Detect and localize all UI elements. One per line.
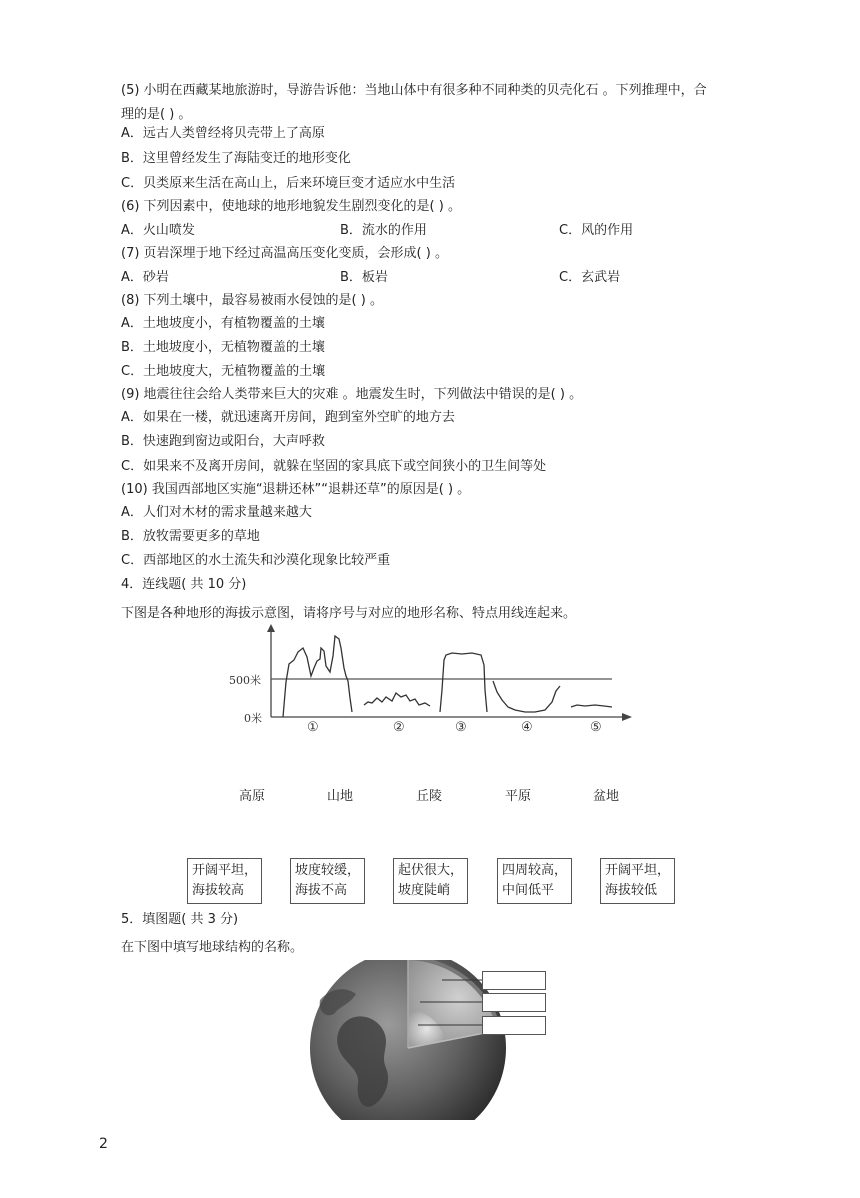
marker-4: ④ — [521, 720, 533, 735]
y-axis-arrow — [267, 624, 275, 632]
q7-option-a: A．砂岩 — [121, 270, 169, 285]
feature-box-5 — [600, 858, 675, 904]
feature-box-2-line1: 坡度较缓， — [295, 863, 361, 878]
core-label-box[interactable] — [482, 1016, 546, 1035]
terrain-profile-plateau — [440, 653, 487, 712]
mantle-label-box[interactable] — [482, 993, 546, 1012]
feature-box-5-line1: 开阔平坦， — [605, 863, 671, 878]
q7-option-c: C．玄武岩 — [559, 270, 621, 285]
q5-stem-line1: (5) 小明在西藏某地旅游时，导游告诉他：当地山体中有很多种不同种类的贝壳化石 。下列推理中，合 — [121, 83, 707, 98]
q5-option-b: B．这里曾经发生了海陆变迁的地形变化 — [121, 151, 351, 166]
q6-option-c: C．风的作用 — [559, 223, 634, 238]
feature-box-3-line2: 坡度陡峭 — [398, 883, 451, 898]
marker-5: ⑤ — [590, 720, 602, 735]
label-0m: 0米 — [244, 712, 262, 725]
section4-title: 4．连线题( 共 10 分) — [121, 577, 247, 592]
page-number: 2 — [99, 1136, 108, 1152]
landform-name-mountain: 山地 — [327, 789, 354, 804]
x-axis-arrow — [622, 713, 632, 721]
crust-label-box[interactable] — [482, 971, 546, 990]
q5-option-a: A．远古人类曾经将贝壳带上了高原 — [121, 126, 325, 141]
landform-name-plain: 平原 — [505, 789, 532, 804]
q6-option-b: B．流水的作用 — [340, 223, 427, 238]
q8-option-a: A．土地坡度小，有植物覆盖的土壤 — [121, 316, 325, 331]
q5-stem-line2: 理的是( ) 。 — [121, 107, 192, 122]
feature-box-3-line1: 起伏很大， — [398, 863, 464, 878]
q7-stem: (7) 页岩深埋于地下经过高温高压变化变质，会形成( ) 。 — [121, 246, 448, 261]
feature-box-4 — [497, 858, 572, 904]
label-500m: 500米 — [229, 674, 261, 687]
q8-stem: (8) 下列土壤中，最容易被雨水侵蚀的是( ) 。 — [121, 293, 383, 308]
q9-stem: (9) 地震往往会给人类带来巨大的灾难 。地震发生时，下列做法中错误的是( ) 。 — [121, 387, 583, 402]
marker-3: ③ — [455, 720, 467, 735]
feature-box-2-line2: 海拔不高 — [295, 883, 348, 898]
feature-box-1 — [187, 858, 262, 904]
q10-option-c: C．西部地区的水土流失和沙漠化现象比较严重 — [121, 553, 391, 568]
landform-name-basin: 盆地 — [593, 789, 620, 804]
feature-box-2 — [290, 858, 365, 904]
q7-option-b: B．板岩 — [340, 270, 388, 285]
marker-2: ② — [393, 720, 405, 735]
terrain-profile-basin — [493, 681, 560, 712]
q9-option-b: B．快速跑到窗边或阳台，大声呼救 — [121, 434, 325, 449]
q5-option-c: C．贝类原来生活在高山上，后来环境巨变才适应水中生活 — [121, 176, 456, 191]
q6-stem: (6) 下列因素中，使地球的地形地貌发生剧烈变化的是( ) 。 — [121, 199, 461, 214]
feature-box-4-line1: 四周较高， — [502, 863, 568, 878]
q10-option-b: B．放牧需要更多的草地 — [121, 529, 260, 544]
feature-box-4-line2: 中间低平 — [502, 883, 555, 898]
feature-box-1-line1: 开阔平坦， — [192, 863, 258, 878]
feature-box-3 — [393, 858, 468, 904]
section5-instruction: 在下图中填写地球结构的名称。 — [121, 940, 304, 955]
q9-option-c: C．如果来不及离开房间，就躲在坚固的家具底下或空间狭小的卫生间等处 — [121, 459, 547, 474]
landform-name-plateau: 高原 — [239, 789, 266, 804]
q8-option-c: C．土地坡度大，无植物覆盖的土壤 — [121, 364, 326, 379]
section5-title: 5．填图题( 共 3 分) — [121, 912, 239, 927]
terrain-profile-mountain — [283, 636, 352, 717]
q10-stem: (10) 我国西部地区实施“退耕还林”“退耕还草”的原因是( ) 。 — [121, 482, 471, 497]
landform-name-hills: 丘陵 — [416, 789, 443, 804]
marker-1: ① — [307, 720, 319, 735]
q6-option-a: A．火山喷发 — [121, 223, 195, 238]
feature-box-5-line2: 海拔较低 — [605, 883, 658, 898]
q9-option-a: A．如果在一楼，就迅速离开房间，跑到室外空旷的地方去 — [121, 410, 455, 425]
terrain-profile-plain — [571, 705, 612, 707]
q8-option-b: B．土地坡度小，无植物覆盖的土壤 — [121, 340, 325, 355]
feature-box-1-line2: 海拔较高 — [192, 883, 245, 898]
q10-option-a: A．人们对木材的需求量越来越大 — [121, 505, 312, 520]
terrain-profile-hills — [364, 693, 430, 706]
section4-instruction: 下图是各种地形的海拔示意图，请将序号与对应的地形名称、特点用线连起来。 — [121, 606, 577, 621]
